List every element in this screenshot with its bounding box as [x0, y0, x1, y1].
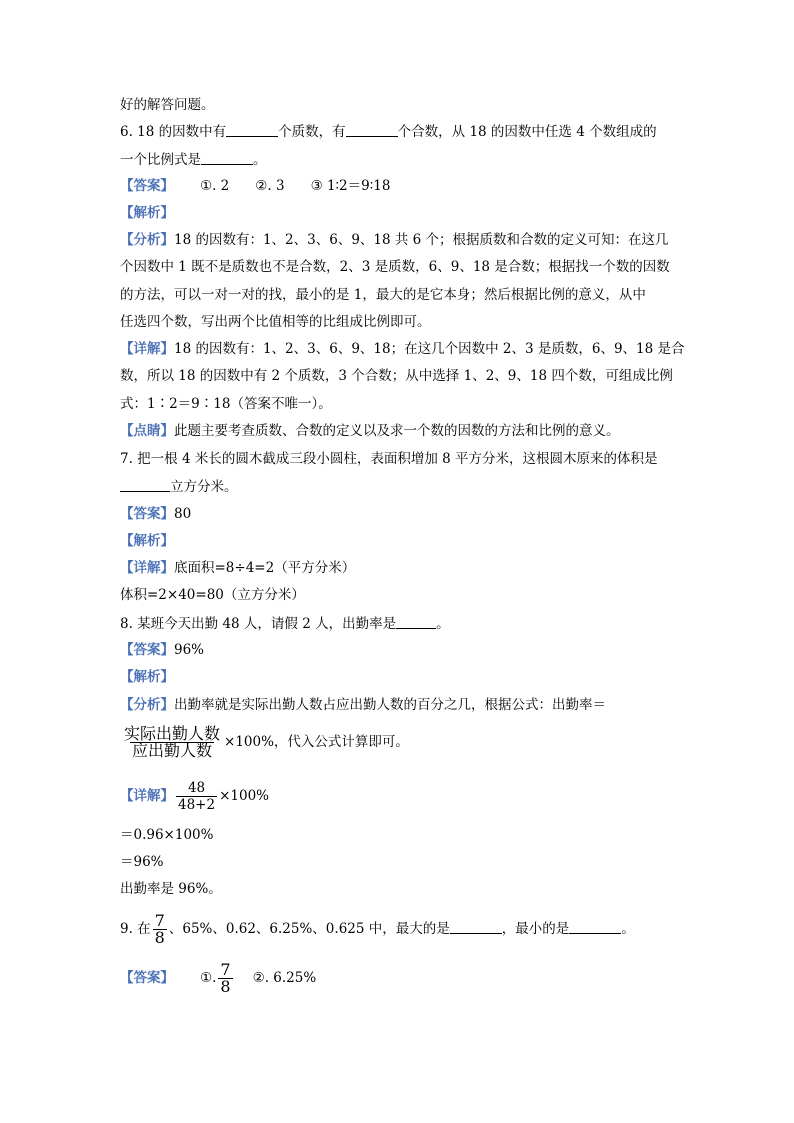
fraction [153, 913, 167, 946]
text: 。 [436, 616, 450, 632]
text: 出勤率是 96%。 [120, 881, 222, 897]
question-9-line [120, 909, 694, 949]
text: ＝0.96×100% [120, 827, 214, 843]
analysis-label: 【解析】 [120, 205, 174, 221]
analysis-label-line [120, 532, 694, 550]
text-line [120, 258, 694, 276]
text: 8. 某班今天出勤 48 人，请假 2 人，出勤率是 [120, 616, 397, 632]
answer-blank [450, 919, 502, 934]
answer-label: 【答案】 [120, 506, 174, 522]
text: 底面积=8÷4=2（平方分米） [174, 560, 356, 576]
fenxi-label: 【分析】 [120, 697, 174, 713]
text: ，最小的是 [501, 921, 570, 937]
text-line [120, 395, 694, 413]
text: 立方分米。 [170, 479, 238, 495]
answer-blank [346, 122, 398, 137]
analysis-label: 【解析】 [120, 669, 174, 685]
text-line [120, 586, 694, 604]
text: 好的解答问题。 [120, 97, 215, 113]
xiangjie-label: 【详解】 [120, 560, 174, 576]
fraction-numerator: 48 [187, 780, 206, 796]
text: 体积=2×40=80（立方分米） [120, 587, 305, 603]
text-line [120, 313, 694, 331]
answer-blank [396, 614, 436, 629]
text: 18 的因数有：1、2、3、6、9、18 共 6 个；根据质数和合数的定义可知：在这几 [174, 232, 669, 248]
xiangjie-line [120, 776, 694, 816]
text: 式：1∶2＝9∶18（答案不唯一）。 [120, 396, 332, 412]
fraction [218, 962, 232, 995]
fraction-numerator: 7 [220, 960, 231, 979]
answer-item: ②. 6.25% [252, 970, 317, 986]
text: ×100%，代入公式计算即可。 [224, 734, 409, 750]
text-line [120, 286, 694, 304]
text: 18 的因数有：1、2、3、6、9、18；在这几个因数中 2、3 是质数，6、9、18 是合 [174, 341, 685, 357]
analysis-label-line [120, 204, 694, 222]
answer-item: ②. 3 [255, 178, 285, 194]
text-line [120, 826, 694, 844]
text: 。 [253, 152, 267, 168]
analysis-label: 【解析】 [120, 533, 174, 549]
text: 个质数，有 [278, 124, 346, 140]
answer-line [120, 958, 694, 998]
fenxi-label: 【分析】 [120, 232, 174, 248]
answer-item: 80 [174, 506, 192, 522]
text: 的方法，可以一对一对的找，最小的是 1，最大的是它本身；然后根据比例的意义，从中 [120, 287, 646, 303]
fraction-denominator: 应出勤人数 [132, 741, 213, 760]
text: 一个比例式是 [120, 152, 201, 168]
text: 6. 18 的因数中有 [120, 124, 227, 140]
text: 数，所以 18 的因数中有 2 个质数，3 个合数；从中选择 1、2、9、18 四个数，可组成比例 [120, 368, 673, 384]
text-line [120, 853, 694, 871]
text: 任选四个数，写出两个比值相等的比组成比例即可。 [120, 314, 431, 330]
answer-line [120, 505, 694, 523]
fenxi-line [120, 696, 694, 714]
text: 出勤率就是实际出勤人数占应出勤人数的百分之几，根据公式：出勤率＝ [174, 697, 606, 713]
fraction-denominator: 8 [154, 928, 165, 947]
answer-item: ③ 1∶2＝9∶18 [310, 178, 391, 194]
question-6-line2 [120, 150, 694, 169]
fraction-denominator: 48+2 [178, 797, 216, 813]
question-7-line2 [120, 477, 694, 496]
answer-blank [120, 477, 170, 492]
text: 7. 把一根 4 米长的圆木截成三段小圆柱，表面积增加 8 平方分米，这根圆木原来的体积是 [120, 451, 658, 467]
formula-line [120, 722, 694, 762]
answer-label: 【答案】 [120, 642, 174, 658]
answer-item: 96% [174, 642, 205, 658]
answer-blank [201, 150, 253, 165]
text: 个合数，从 18 的因数中任选 4 个数组成的 [397, 124, 657, 140]
fraction [176, 780, 217, 813]
fraction-numerator: 实际出勤人数 [124, 724, 221, 743]
xiangjie-line [120, 559, 694, 577]
xiangjie-line [120, 340, 694, 358]
fraction [122, 726, 222, 759]
dianjing-line [120, 422, 694, 440]
fenxi-line [120, 231, 694, 249]
text-line [120, 880, 694, 898]
text: 个因数中 1 既不是质数也不是合数，2、3 是质数，6、9、18 是合数；根据找一个数的因数 [120, 259, 670, 275]
text: ＝96% [120, 854, 164, 870]
text: ×100% [219, 788, 270, 804]
xiangjie-label: 【详解】 [120, 788, 174, 804]
answer-label: 【答案】 [120, 178, 174, 194]
question-7-line1 [120, 450, 694, 468]
answer-line [120, 177, 694, 195]
text: 。 [621, 921, 635, 937]
question-8-line [120, 614, 694, 633]
question-6-line1 [120, 122, 694, 141]
fraction-numerator: 7 [154, 911, 165, 930]
text-line [120, 96, 694, 114]
answer-line [120, 641, 694, 659]
answer-blank [226, 122, 278, 137]
analysis-label-line [120, 668, 694, 686]
text-line [120, 367, 694, 385]
dianjing-label: 【点睛】 [120, 423, 174, 439]
answer-item: ①. 2 [200, 178, 230, 194]
text: 此题主要考查质数、合数的定义以及求一个数的因数的方法和比例的意义。 [174, 423, 620, 439]
fraction-denominator: 8 [220, 977, 231, 996]
text: 、65%、0.62、6.25%、0.625 中，最大的是 [168, 921, 450, 937]
answer-item: ①. [200, 970, 217, 986]
answer-blank [569, 919, 621, 934]
text: 9. 在 [120, 921, 151, 937]
xiangjie-label: 【详解】 [120, 341, 174, 357]
answer-label: 【答案】 [120, 970, 174, 986]
